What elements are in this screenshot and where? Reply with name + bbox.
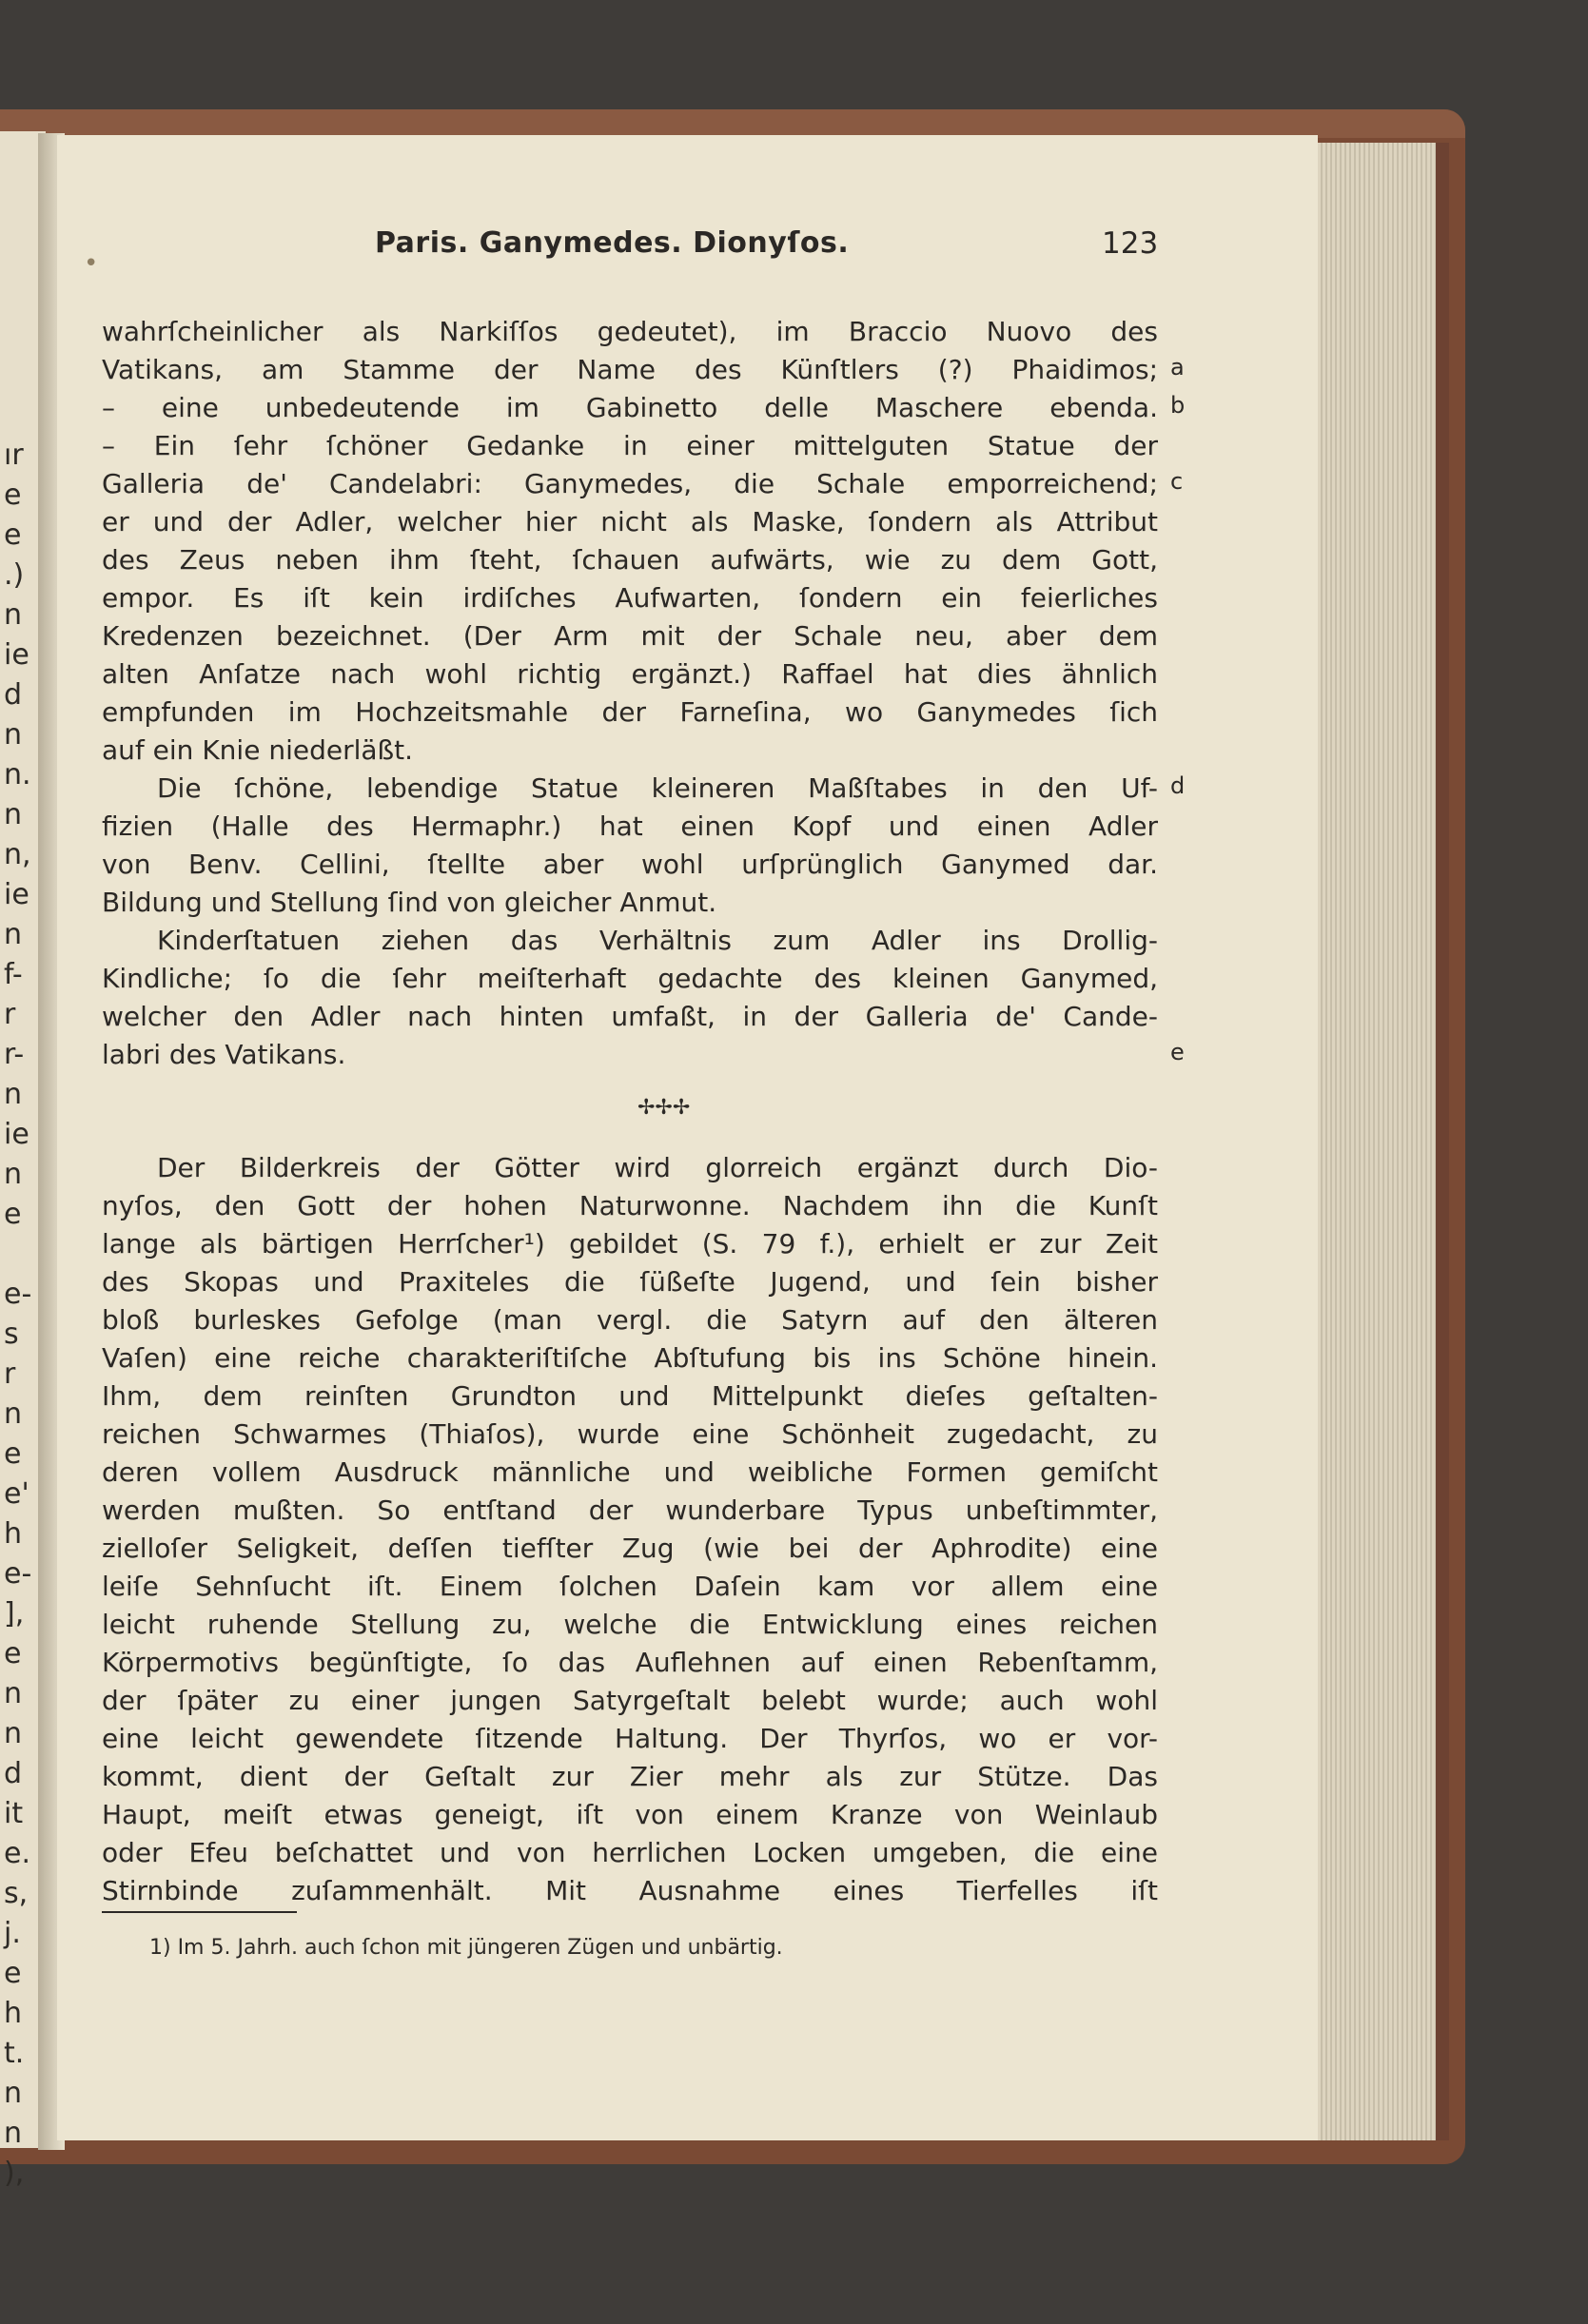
text-line: oder Efeu beſchattet und von herrlichen Locken umgeben, die eine	[102, 1837, 1158, 1868]
text-line: Haupt, meiſt etwas geneigt, iſt von einem Kranze von Weinlaub	[102, 1799, 1158, 1830]
text-line: leicht ruhende Stellung zu, welche die Entwicklung eines reichen	[102, 1609, 1158, 1640]
text-line: auf ein Knie niederläßt.	[102, 734, 414, 766]
text-line: werden mußten. So entſtand der wunderbare Typus unbeſtimmter,	[102, 1494, 1158, 1526]
text-line: Vaſen) eine reiche charakteriſtiſche Abſtufung bis ins Schöne hinein.	[102, 1342, 1158, 1374]
margin-letter-b: b	[1170, 392, 1186, 419]
left-page-fragment: d	[4, 678, 23, 712]
text-line: welcher den Adler nach hinten umfaßt, in der Galleria de' Cande-	[102, 1001, 1158, 1032]
left-page-fragment: n	[4, 1078, 23, 1111]
left-page-fragment: n	[4, 1158, 23, 1191]
left-page-fragment: ),	[4, 2157, 25, 2190]
text-line: Stirnbinde zuſammenhält. Mit Ausnahme eines Tierfelles iſt	[102, 1875, 1158, 1906]
text-line: labri des Vatikans.	[102, 1039, 346, 1070]
left-page-fragment: e	[4, 1198, 22, 1231]
text-line: leiſe Sehnſucht iſt. Einem ſolchen Daſein kam vor allem eine	[102, 1571, 1158, 1602]
text-line: lange als bärtigen Herrſcher¹) gebildet (S. 79 f.), erhielt er zur Zeit	[102, 1228, 1158, 1260]
left-page-fragment: ie	[4, 638, 29, 672]
text-line: Der Bilderkreis der Götter wird glorreich ergänzt durch Dio-	[157, 1152, 1158, 1183]
left-page-fragment: n	[4, 2077, 23, 2110]
left-page-fragment: n.	[4, 758, 31, 791]
text-line: zielloſer Seligkeit, deſſen tiefſter Zug (wie bei der Aphrodite) eine	[102, 1533, 1158, 1564]
footnote-rule	[102, 1911, 297, 1913]
margin-letter-a: a	[1170, 354, 1185, 381]
left-page-fragment: ır	[4, 439, 24, 472]
left-page-fragment: e-	[4, 1557, 32, 1591]
page-edges	[1318, 143, 1449, 2140]
text-line: reichen Schwarmes (Thiaſos), wurde eine Schönheit zugedacht, zu	[102, 1418, 1158, 1450]
text-line: Körpermotivs begünſtigte, ſo das Auflehnen auf einen Rebenſtamm,	[102, 1647, 1158, 1678]
left-page-fragment: e	[4, 1957, 22, 1990]
text-line: kommt, dient der Geſtalt zur Zier mehr als zur Stütze. Das	[102, 1761, 1158, 1792]
left-page-fragment: n	[4, 1717, 23, 1750]
text-line: alten Anſatze nach wohl richtig ergänzt.) Raffael hat dies ähnlich	[102, 658, 1158, 690]
left-page-fragment: ],	[4, 1597, 25, 1631]
footnote: 1) Im 5. Jahrh. auch ſchon mit jüngeren Zügen und unbärtig.	[149, 1936, 783, 1960]
text-line: – Ein ſehr ſchöner Gedanke in einer mittelguten Statue der	[102, 430, 1158, 461]
text-line: von Benv. Cellini, ſtellte aber wohl urſprünglich Ganymed dar.	[102, 849, 1158, 880]
text-line: empor. Es iſt kein irdiſches Aufwarten, ſondern ein feierliches	[102, 582, 1158, 614]
left-page-fragment: e	[4, 1437, 22, 1471]
left-page-fragment: n	[4, 798, 23, 831]
left-page-fragment: r-	[4, 1038, 25, 1071]
left-page-fragment: s	[4, 1318, 19, 1351]
left-page-fragment: n	[4, 918, 23, 951]
left-page-fragment: e-	[4, 1278, 32, 1311]
left-page-fragment: f-	[4, 958, 23, 991]
left-page-fragment: n,	[4, 838, 31, 871]
left-page-fragment: n	[4, 1677, 23, 1710]
left-page-fragment: e	[4, 478, 22, 512]
section-separator: ✢✢✢	[637, 1096, 691, 1120]
paper-stain: •	[84, 249, 99, 278]
text-line: – eine unbedeutende im Gabinetto delle Maschere ebenda.	[102, 392, 1158, 423]
margin-letter-e: e	[1170, 1039, 1185, 1065]
text-line: er und der Adler, welcher hier nicht als Maske, ſondern als Attribut	[102, 506, 1158, 537]
text-line: deren vollem Ausdruck männliche und weibliche Formen gemiſcht	[102, 1456, 1158, 1488]
left-page-fragment: h	[4, 1997, 23, 2030]
text-line: wahrſcheinlicher als Narkiſſos gedeutet), im Braccio Nuovo des	[102, 316, 1158, 347]
left-page-fragment: j.	[4, 1917, 21, 1950]
margin-letter-d: d	[1170, 772, 1186, 799]
left-page-fragment: n	[4, 598, 23, 632]
text-line: Bildung und Stellung ſind von gleicher Anmut.	[102, 887, 717, 918]
left-page-fragment: h	[4, 1517, 23, 1551]
text-line: Kredenzen bezeichnet. (Der Arm mit der Schale neu, aber dem	[102, 620, 1158, 652]
left-page-fragment: it	[4, 1797, 24, 1830]
margin-letter-c: c	[1170, 468, 1184, 495]
text-line: der ſpäter zu einer jungen Satyrgeſtalt belebt wurde; auch wohl	[102, 1685, 1158, 1716]
left-page-fragment: ie	[4, 1118, 29, 1151]
text-line: fizien (Halle des Hermaphr.) hat einen Kopf und einen Adler	[102, 810, 1158, 842]
left-page-fragment: n	[4, 1397, 23, 1431]
text-line: Galleria de' Candelabri: Ganymedes, die Schale emporreichend;	[102, 468, 1158, 499]
book-cover-edge	[0, 109, 1465, 138]
text-line: Ihm, dem reinſten Grundton und Mittelpunkt dieſes geſtalten-	[102, 1380, 1158, 1412]
page-number: 123	[1102, 226, 1159, 261]
running-head: Paris. Ganymedes. Dionyſos.	[375, 226, 850, 260]
text-line: Vatikans, am Stamme der Name des Künſtlers (?) Phaidimos;	[102, 354, 1158, 385]
text-line: des Skopas und Praxiteles die ſüßeſte Jugend, und ſein bisher	[102, 1266, 1158, 1298]
left-page-fragment: r	[4, 1357, 16, 1391]
text-line: des Zeus neben ihm ſteht, ſchauen aufwärts, wie zu dem Gott,	[102, 544, 1158, 576]
left-page-fragment: t.	[4, 2037, 25, 2070]
text-line: Kindliche; ſo die ſehr meiſterhaft gedachte des kleinen Ganymed,	[102, 963, 1158, 994]
text-line: Die ſchöne, lebendige Statue kleineren Maßſtabes in den Uf-	[157, 772, 1158, 804]
left-page-fragment: e	[4, 1637, 22, 1670]
text-line: Kinderſtatuen ziehen das Verhältnis zum Adler ins Drollig-	[157, 925, 1158, 956]
left-page-fragment: ie	[4, 878, 29, 911]
text-line: eine leicht gewendete ſitzende Haltung. Der Thyrſos, wo er vor-	[102, 1723, 1158, 1754]
left-page-fragment: .)	[4, 558, 25, 592]
left-page-fragment: r	[4, 998, 16, 1031]
left-page-fragment: e.	[4, 1837, 30, 1870]
left-page-fragment: n	[4, 718, 23, 752]
text-line: empfunden im Hochzeitsmahle der Farneſina, wo Ganymedes ſich	[102, 696, 1158, 728]
left-page-fragment: n	[4, 2117, 23, 2150]
left-page-fragment: e'	[4, 1477, 29, 1511]
text-line: nyſos, den Gott der hohen Naturwonne. Nachdem ihn die Kunſt	[102, 1190, 1158, 1221]
left-page-fragment: s,	[4, 1877, 29, 1910]
left-page-fragment: e	[4, 518, 22, 552]
text-line: bloß burleskes Gefolge (man vergl. die Satyrn auf den älteren	[102, 1304, 1158, 1336]
left-page-fragment: d	[4, 1757, 23, 1790]
